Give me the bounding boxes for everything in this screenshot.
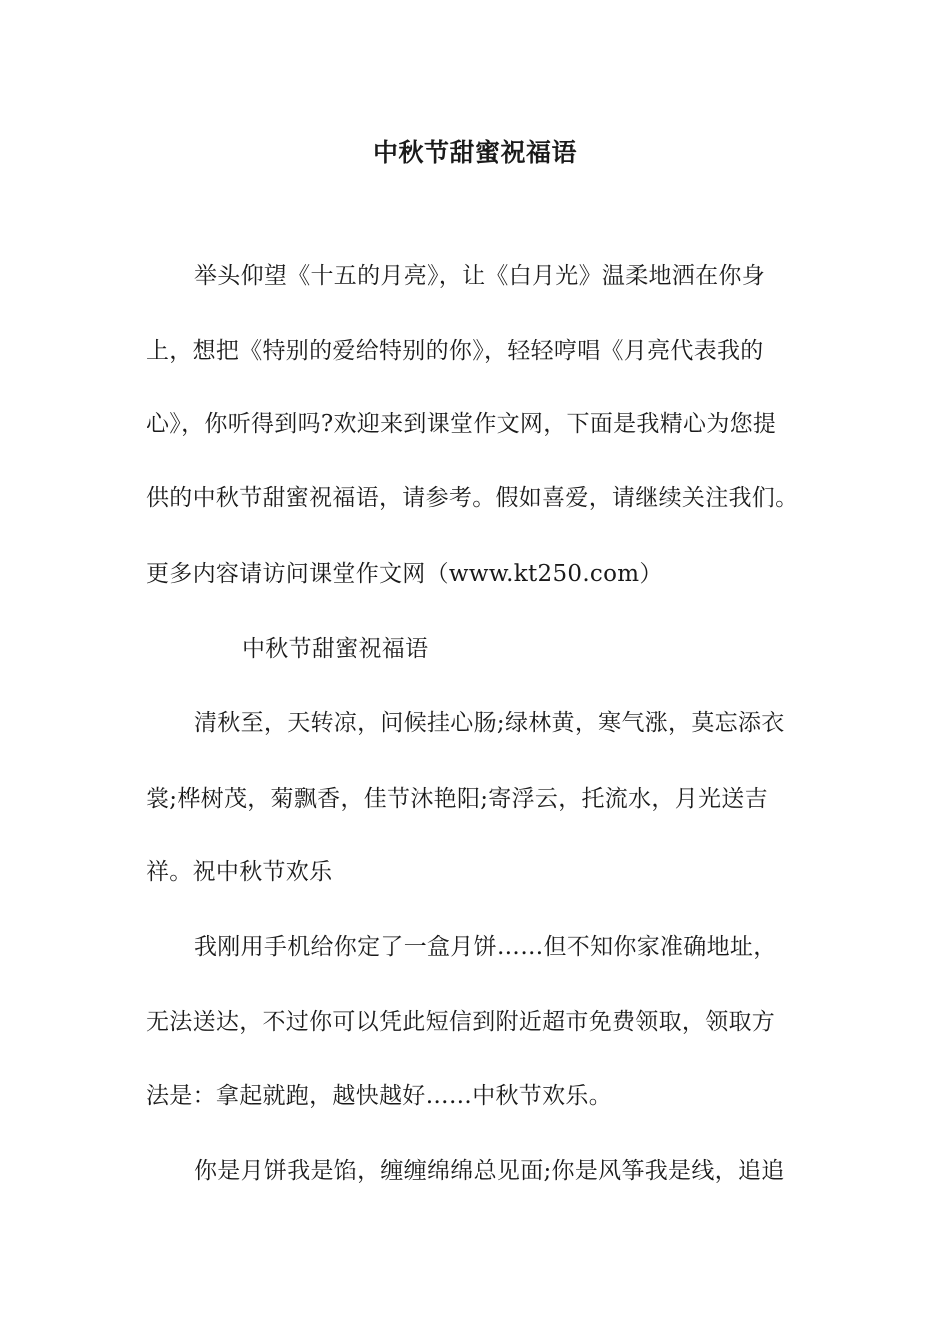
paragraph-line: 上，想把《特别的爱给特别的你》，轻轻哼唱《月亮代表我的 — [146, 338, 764, 364]
paragraph-line: 你是月饼我是馅，缠缠绵绵总见面;你是风筝我是线，追追 — [194, 1158, 785, 1184]
paragraph-line: 心》，你听得到吗?欢迎来到课堂作文网，下面是我精心为您提 — [146, 411, 777, 437]
paragraph-line: 供的中秋节甜蜜祝福语，请参考。假如喜爱，请继续关注我们。 — [146, 485, 799, 511]
paragraph-line: 清秋至，天转凉，问候挂心肠;绿林黄，寒气涨，莫忘添衣 — [194, 710, 785, 736]
paragraph-line: 更多内容请访问课堂作文网（www.kt250.com） — [146, 561, 663, 587]
paragraph-line: 无法送达，不过你可以凭此短信到附近超市免费领取，领取方 — [146, 1009, 776, 1035]
paragraph-line: 裳;桦树茂，菊飘香，佳节沐艳阳;寄浮云，托流水，月光送吉 — [146, 786, 768, 812]
paragraph-line: 举头仰望《十五的月亮》，让《白月光》温柔地洒在你身 — [194, 263, 765, 289]
section-heading: 中秋节甜蜜祝福语 — [242, 636, 429, 662]
paragraph-line: 祥。祝中秋节欢乐 — [146, 859, 333, 885]
document-title: 中秋节甜蜜祝福语 — [372, 138, 577, 167]
paragraph-line: 我刚用手机给你定了一盒月饼……但不知你家准确地址， — [194, 934, 777, 960]
paragraph-line: 法是：拿起就跑，越快越好……中秋节欢乐。 — [146, 1083, 612, 1109]
